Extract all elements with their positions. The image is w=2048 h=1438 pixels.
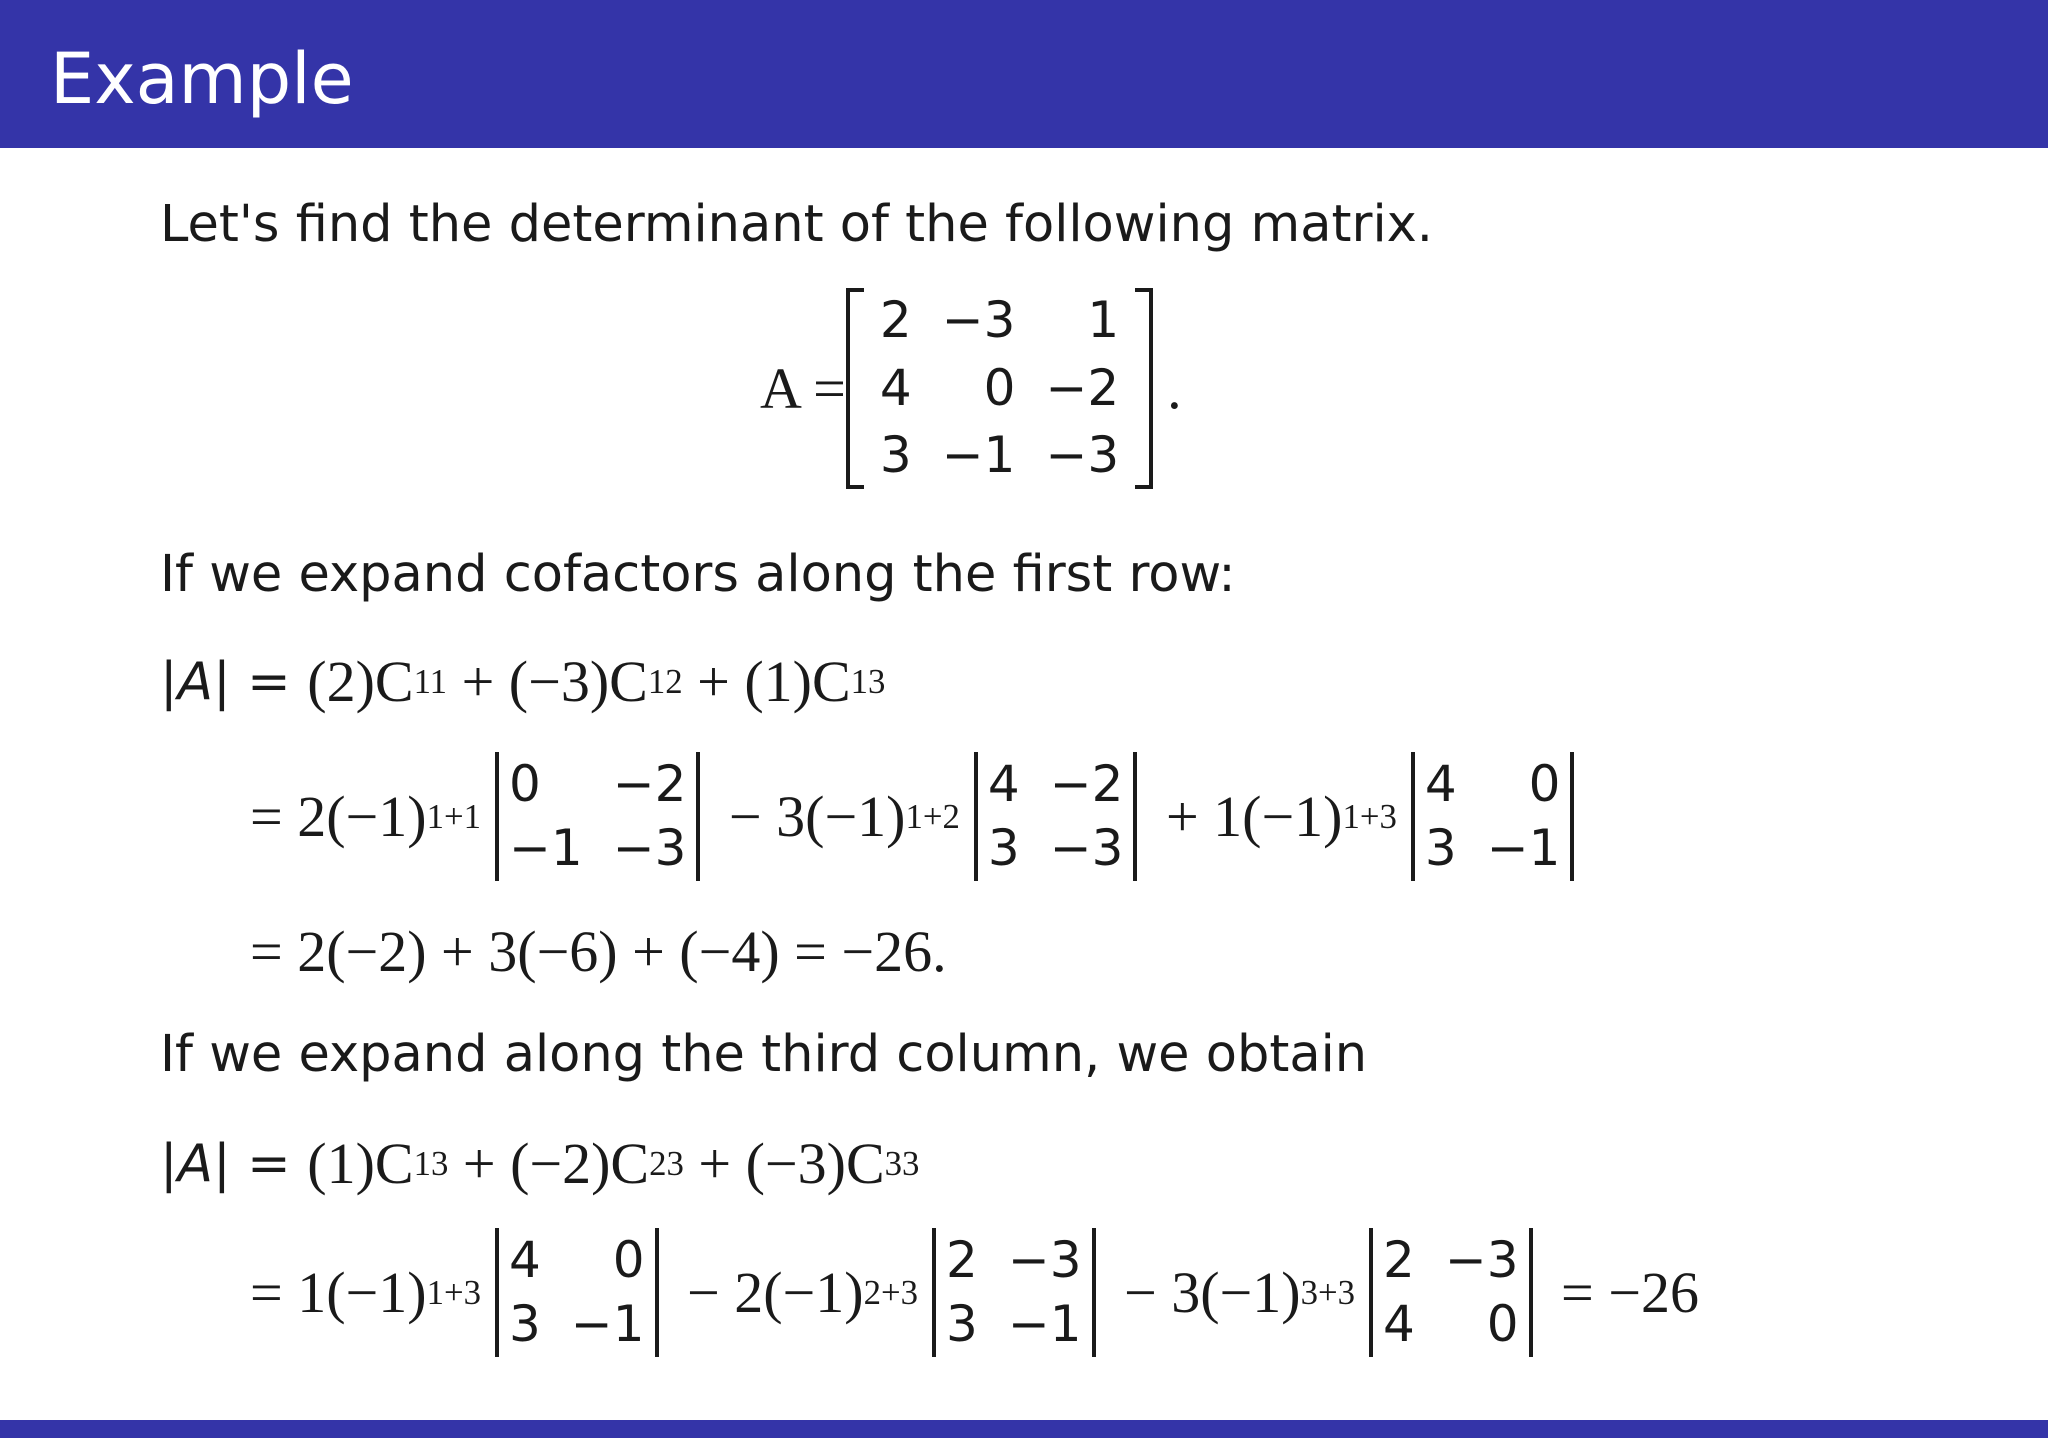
result-line: = 2(−2) + 3(−6) + (−4) = −26. <box>250 919 947 984</box>
matrix-cell: −1 <box>508 818 583 877</box>
term: + (−2)C <box>448 1131 650 1196</box>
slide-title: Example <box>50 38 354 120</box>
matrix-cell: 3 <box>508 1294 541 1353</box>
intro-text: Let's find the determinant of the following matrix. <box>160 195 1434 254</box>
column-text: If we expand along the third column, we obtain <box>160 1025 1368 1084</box>
matrix-cell: −3 <box>1049 818 1124 877</box>
title-bar <box>0 0 2048 148</box>
matrix-cell: 3 <box>987 818 1020 877</box>
matrix-cell: 4 <box>1383 1294 1415 1353</box>
minor-determinant <box>932 1228 1096 1357</box>
exponent: 1+1 <box>426 796 481 836</box>
matrix-cell: −2 <box>1045 358 1120 417</box>
minor-determinant <box>974 752 1138 881</box>
matrix-cell: 4 <box>1424 755 1457 813</box>
matrix-cell: −3 <box>941 291 1016 349</box>
matrix-a-line <box>760 288 1182 489</box>
left-bracket <box>846 288 864 489</box>
matrix-cell: 2 <box>1383 1231 1415 1289</box>
exponent: 1+3 <box>1342 796 1397 836</box>
matrix-cell: 0 <box>983 358 1016 417</box>
subscript: 23 <box>649 1143 684 1183</box>
matrix-cell: 0 <box>508 755 541 813</box>
term: + (−3)C <box>683 1131 885 1196</box>
matrix-cell: −3 <box>1045 426 1120 484</box>
matrix-cell: −2 <box>612 755 687 813</box>
exponent: 1+3 <box>426 1272 481 1312</box>
minor-determinant <box>495 1228 659 1357</box>
matrix-cell: 0 <box>612 1231 645 1289</box>
exponent: 1+2 <box>905 796 960 836</box>
exponent: 2+3 <box>863 1272 918 1312</box>
term: = 2(−1) <box>250 784 427 849</box>
minor-determinant <box>1411 752 1575 881</box>
term: + 1(−1) <box>1151 784 1343 849</box>
matrix-lhs: A = <box>760 355 846 421</box>
matrix-cell: −1 <box>570 1294 645 1353</box>
matrix-a <box>870 288 1129 489</box>
det-lhs: |A| = <box>160 1133 308 1194</box>
term: − 3(−1) <box>714 784 906 849</box>
matrix-cell: −3 <box>612 818 687 877</box>
subscript: 13 <box>413 1143 449 1183</box>
matrix-cell: 4 <box>987 755 1020 813</box>
matrix-cell: 4 <box>879 358 912 417</box>
column-expansion-line-1 <box>160 1130 919 1197</box>
matrix-cell: 3 <box>1424 818 1457 877</box>
matrix-cell: 0 <box>1528 755 1561 813</box>
matrix-cell: 2 <box>946 1231 978 1289</box>
matrix-cell: 3 <box>879 426 912 484</box>
matrix-cell: −1 <box>1486 818 1561 877</box>
term: (1)C <box>307 1131 414 1196</box>
matrix-cell: −2 <box>1049 755 1124 813</box>
subscript: 12 <box>647 661 683 701</box>
footer-bar <box>0 1420 2048 1438</box>
det-lhs: |A| = <box>160 651 308 712</box>
matrix-cell: −3 <box>1007 1231 1082 1289</box>
term: (2)C <box>307 649 414 714</box>
row-expansion-line-3 <box>250 918 947 985</box>
matrix-cell: −1 <box>1007 1294 1082 1353</box>
subscript: 33 <box>884 1143 920 1183</box>
term: + (−3)C <box>447 649 648 714</box>
matrix-cell: −1 <box>941 426 1016 484</box>
matrix-cell: −3 <box>1444 1231 1519 1289</box>
matrix-cell: 2 <box>879 291 912 349</box>
term: + (1)C <box>682 649 851 714</box>
term: = 1(−1) <box>250 1260 427 1325</box>
matrix-cell: 3 <box>946 1294 978 1353</box>
right-bracket <box>1135 288 1153 489</box>
result: = −26 <box>1546 1260 1699 1325</box>
term: − 3(−1) <box>1109 1260 1301 1325</box>
column-expansion-line-2 <box>250 1228 1699 1357</box>
row-expansion-line-2 <box>250 752 1588 881</box>
matrix-cell: 1 <box>1087 291 1120 349</box>
row-expansion-line-1 <box>160 648 885 715</box>
matrix-period: . <box>1167 355 1182 421</box>
minor-determinant <box>495 752 700 881</box>
subscript: 11 <box>413 661 448 701</box>
exponent: 3+3 <box>1300 1272 1356 1312</box>
subscript: 13 <box>850 661 886 701</box>
cofactor-row-text: If we expand cofactors along the first row: <box>160 545 1236 604</box>
matrix-cell: 4 <box>508 1231 541 1289</box>
minor-determinant <box>1369 1228 1533 1357</box>
matrix-cell: 0 <box>1486 1294 1519 1353</box>
term: − 2(−1) <box>672 1260 864 1325</box>
